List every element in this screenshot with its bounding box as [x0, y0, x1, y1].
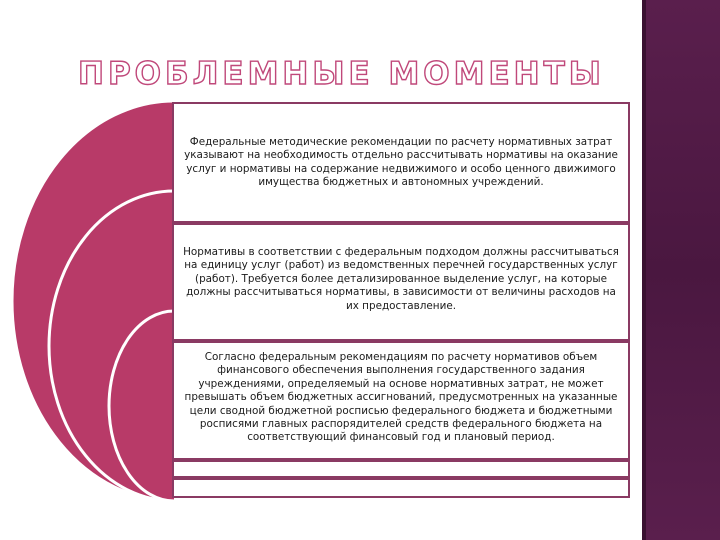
item-text-2: Нормативы в соответствии с федеральным подходом должны рассчитываться на единицу услуг (работ) из ведомственных перечней государственных услуг (работ). Требуется более детализированное выделение услуг, на которые должны рассчитываться нормативы, в зависимости от величины расходов на их предоставление. [183, 246, 619, 312]
item-box-5 [172, 478, 630, 498]
slide-title: ПРОБЛЕМНЫЕ МОМЕНТЫ [78, 56, 605, 92]
item-text-1: Федеральные методические рекомендации по расчету нормативных затрат указывают на необходимость отдельно рассчитывать нормативы на оказание услуг и нормативы на содержание недвижимого и особо ценного движимого имущества бюджетных и автономных учреждений. [184, 136, 618, 189]
item-box-4 [172, 460, 630, 478]
item-text-3: Согласно федеральным рекомендациям по расчету нормативов объем финансового обеспечения выполнения государственного задания учреждениями, определяемый на основе нормативных затрат, не может превышать объем бюджетных ассигнований, предусмотренных на указанные цели сводной бюджетной росписью федерального бюджета и бюджетными росписями главных распорядителей средств федерального бюджета на соответствующий финансовый год и плановый период. [184, 351, 618, 444]
